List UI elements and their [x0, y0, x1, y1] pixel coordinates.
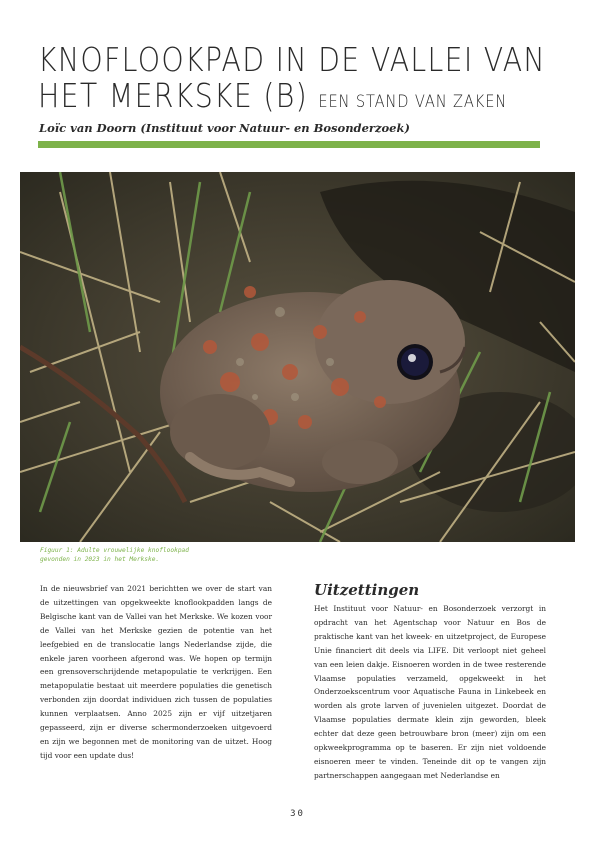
caption-line-1: Figuur 1: Adulte vrouwelijke knoflookpad: [40, 547, 190, 554]
title-line-1: KNOFLOOKPAD IN DE VALLEI VAN: [38, 40, 546, 79]
article-subtitle: EEN STAND VAN ZAKEN: [318, 92, 508, 112]
title-line-2: [38, 76, 508, 120]
accent-divider: [38, 141, 540, 148]
title-line-2-main: HET MERKSKE (B): [38, 76, 309, 115]
page-number: 30: [290, 809, 305, 819]
toad-photo: [20, 172, 575, 542]
section-paragraph: Het Instituut voor Natuur- en Bosonderzoek verzorgt in opdracht van het Agentschap voor Natuur en Bos de praktische kant van het kweek- en uitzetproject, de Europese Unie financiert dit deels via LIFE. Dit verloopt niet geheel van een leien dakje. Eisnoeren worden in de twee resterende Vlaamse populaties verzameld, opgekweekt in het Onderzoekscentrum voor Aquatische Fauna in Linkebeek en worden als grote larven of juvenielen uitgezet. Doordat de Vlaamse populaties dermate klein zijn geworden, bleek echter dat deze geen betrouwbare bron (meer) zijn om een opkweekprogramma op te baseren. Er zijn niet voldoende eisnoeren meer te vinden. Teneinde dit op te vangen zijn partnerschappen aangegaan met Nederlandse en: [314, 604, 546, 780]
author-line: Loïc van Doorn (Instituut voor Natuur- en Bosonderzoek): [39, 121, 410, 135]
figure-caption: [40, 546, 230, 564]
article-title: [38, 40, 546, 120]
section-heading: Uitzettingen: [314, 581, 420, 599]
intro-paragraph: In de nieuwsbrief van 2021 berichtten we over de start van de uitzettingen van opgekweekte knoflookpadden langs de Belgische kant van de Vallei van het Merkske. We kozen voor de Vallei van het Merkske gezien de potentie van het leefgebied en de translocatie langs Nederlandse zijde, die enkele jaren voorheen afgerond was. We hopen op termijn een grensoverschrijdende metapopulatie te verkrijgen. Een metapopulatie bestaat uit meerdere populaties die genetisch verbonden zijn doordat individuen zich tussen de populaties kunnen verplaatsen. Anno 2025 zijn er vijf uitzetjaren gepasseerd, zijn er diverse schermonderzoeken uitgevoerd en zijn we begonnen met de monitoring van de uitzet. Hoog tijd voor een update dus!: [40, 584, 272, 760]
toad-illustration: [20, 172, 575, 542]
caption-line-2: gevonden in 2023 in het Merkske.: [40, 556, 160, 563]
